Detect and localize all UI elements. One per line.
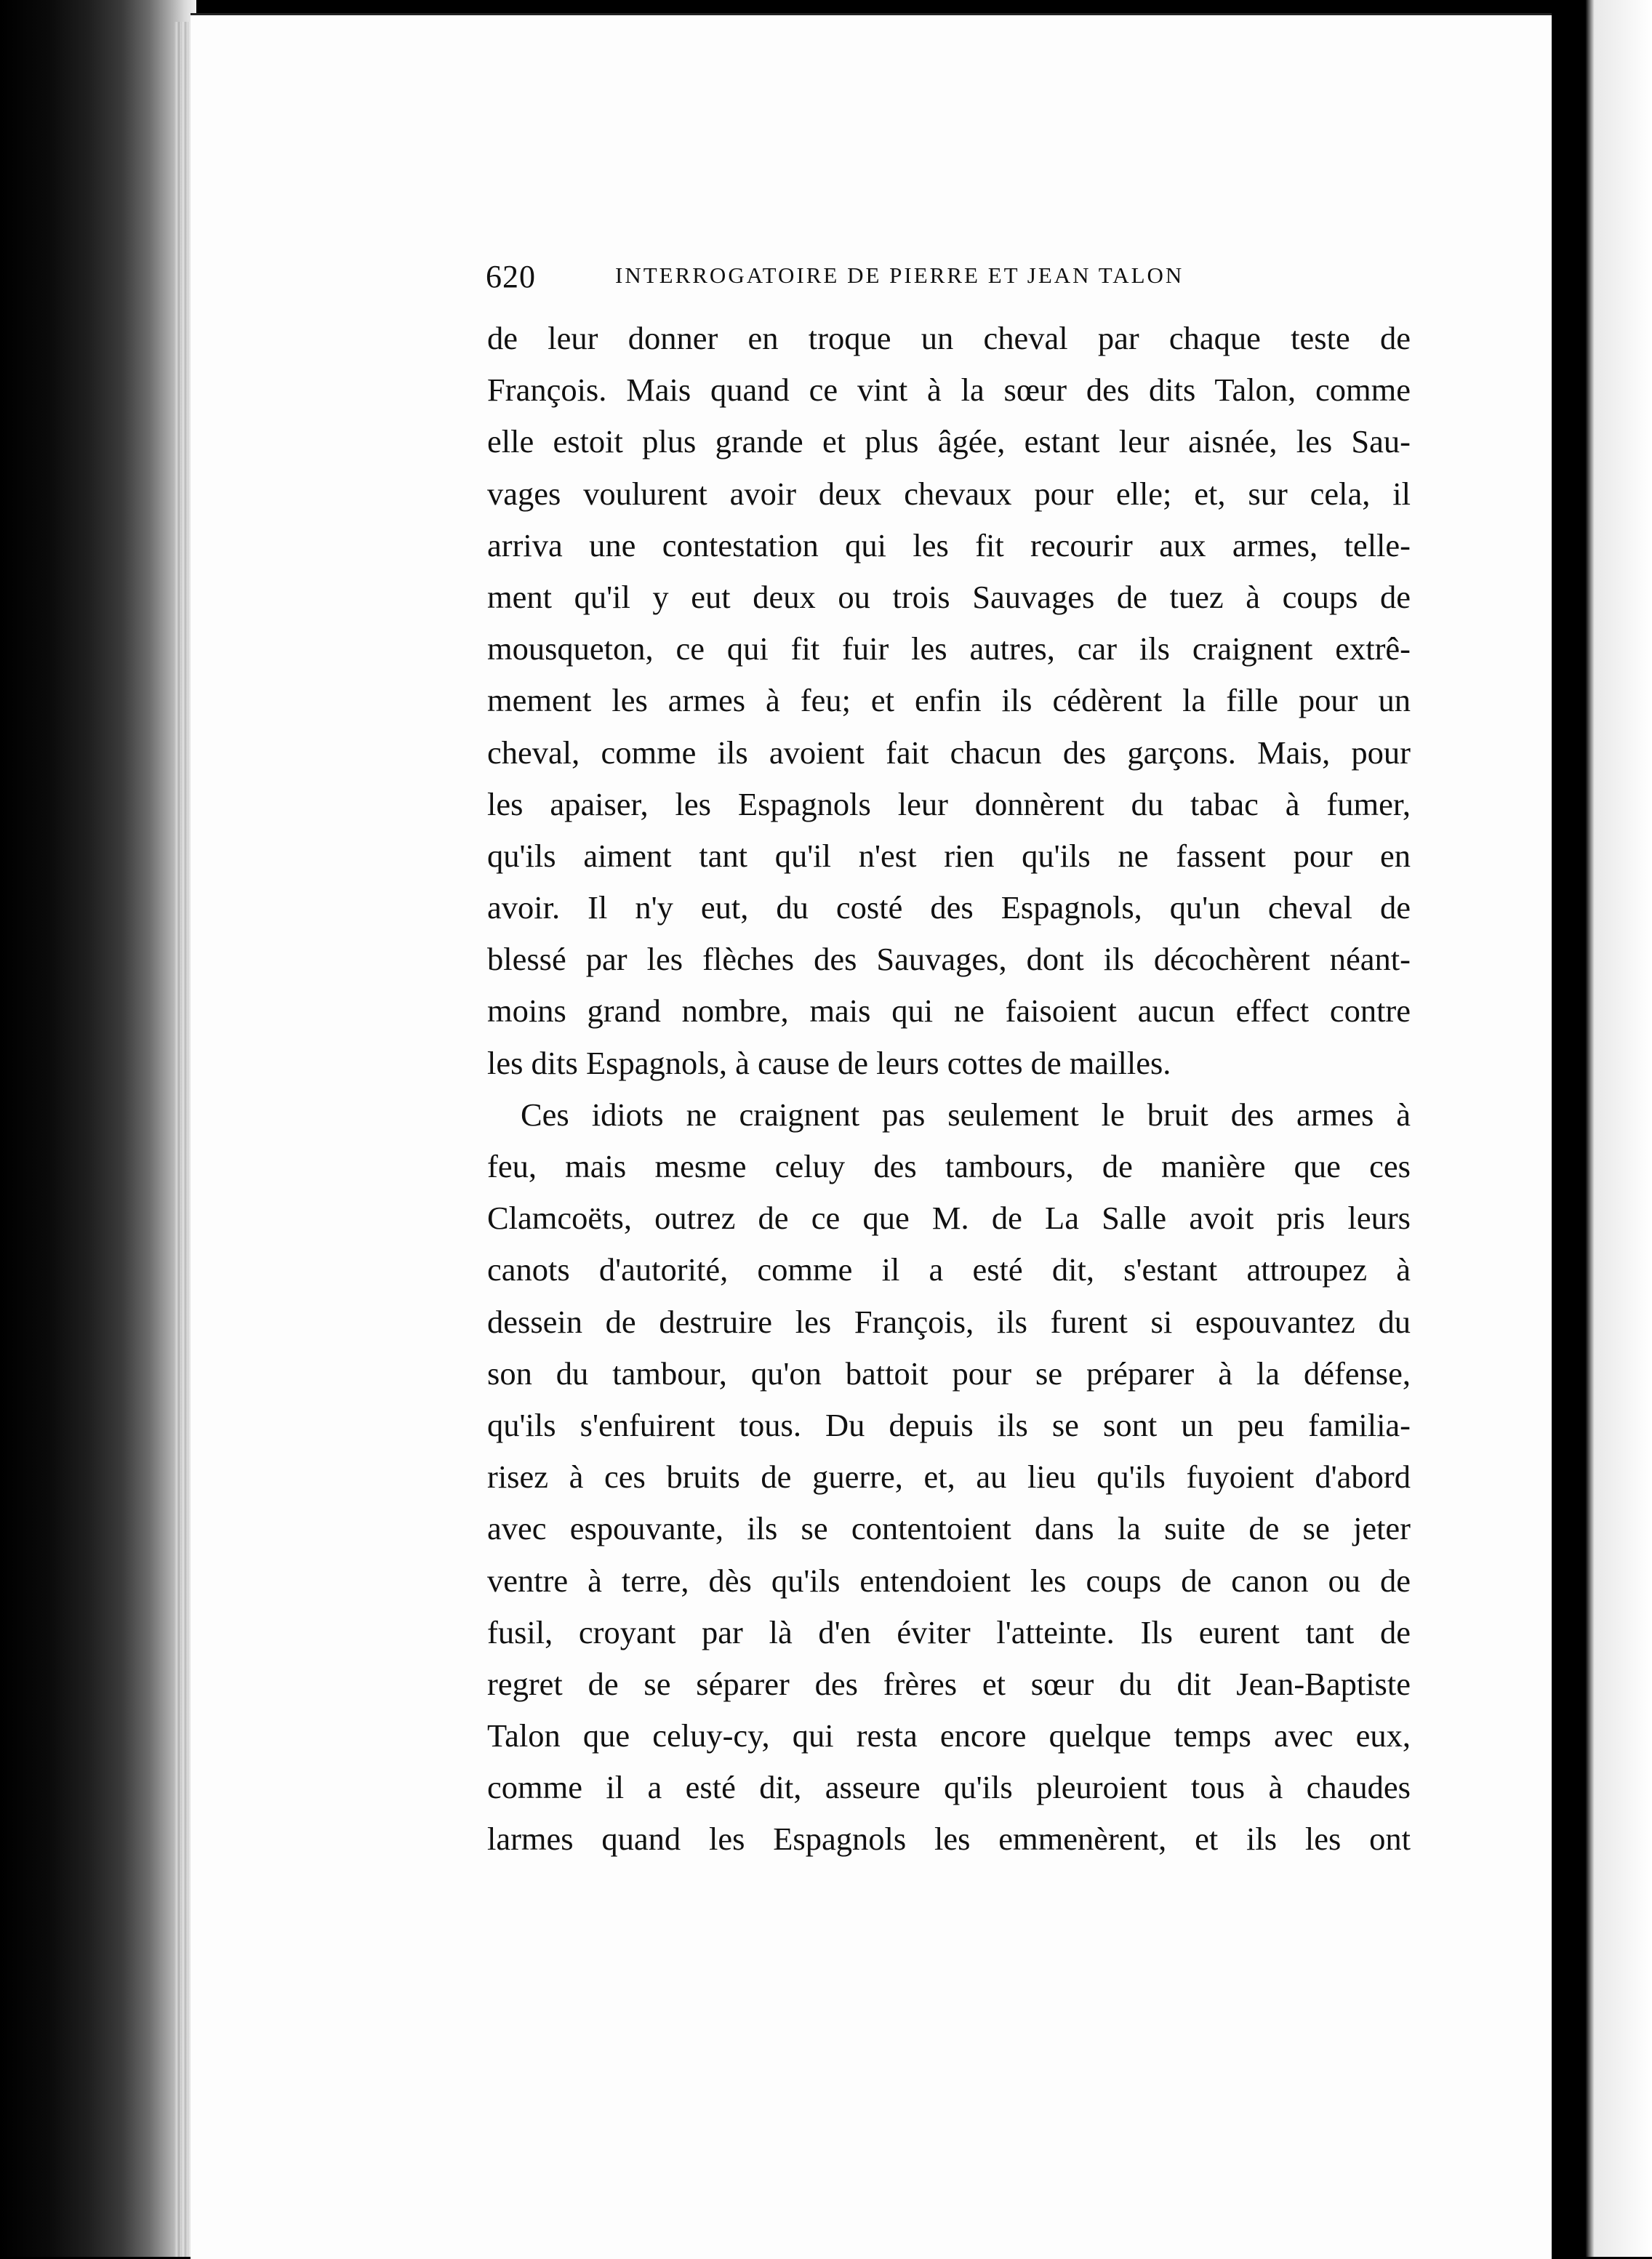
text-line: avoir. Il n'y eut, du costé des Espagnols, qu'un cheval de (487, 889, 1411, 926)
text-line: François. Mais quand ce vint à la sœur des dits Talon, comme (487, 372, 1411, 409)
running-header (486, 258, 1409, 302)
text-line: canots d'autorité, comme il a esté dit, s'estant attroupez à (487, 1251, 1411, 1288)
text-line: Talon que celuy-cy, qui resta encore quelque temps avec eux, (487, 1717, 1411, 1754)
text-line: feu, mais mesme celuy des tambours, de manière que ces (487, 1148, 1411, 1184)
text-line: les dits Espagnols, à cause de leurs cottes de mailles. (487, 1044, 1171, 1081)
text-line: risez à ces bruits de guerre, et, au lieu qu'ils fuyoient d'abord (487, 1458, 1411, 1496)
text-line: mousqueton, ce qui fit fuir les autres, car ils craignent extrê- (487, 630, 1411, 667)
text-line: son du tambour, qu'on battoit pour se préparer à la défense, (487, 1355, 1411, 1392)
text-line: larmes quand les Espagnols les emmenèrent, et ils les ont (487, 1821, 1411, 1858)
paragraph (487, 313, 1411, 1089)
text-line: ventre à terre, dès qu'ils entendoient les coups de canon ou de (487, 1562, 1411, 1599)
text-line: qu'ils aiment tant qu'il n'est rien qu'ils ne fassent pour en (487, 837, 1411, 874)
text-line: Clamcoëts, outrez de ce que M. de La Salle avoit pris leurs (487, 1200, 1411, 1237)
book-spine-shadow (0, 0, 196, 2257)
text-line: fusil, croyant par là d'en éviter l'atteinte. Ils eurent tant de (487, 1613, 1411, 1650)
text-line: mement les armes à feu; et enfin ils cédèrent la fille pour un (487, 682, 1411, 719)
body-text (487, 313, 1411, 1866)
text-line: arriva une contestation qui les fit recourir aux armes, telle- (487, 526, 1411, 563)
text-line: avec espouvante, ils se contentoient dans la suite de se jeter (487, 1510, 1411, 1547)
text-line: les apaiser, les Espagnols leur donnèrent du tabac à fumer, (487, 785, 1411, 822)
text-line: regret de se séparer des frères et sœur du dit Jean-Baptiste (487, 1665, 1411, 1702)
text-line: blessé par les flèches des Sauvages, dont ils décochèrent néant- (487, 941, 1411, 978)
paragraph (487, 1089, 1411, 1866)
text-line: dessein de destruire les François, ils furent si espouvantez du (487, 1303, 1411, 1340)
text-line: comme il a esté dit, asseure qu'ils pleuroient tous à chaudes (487, 1769, 1411, 1806)
text-line: moins grand nombre, mais qui ne faisoient aucun effect contre (487, 992, 1411, 1030)
text-line: cheval, comme ils avoient fait chacun des garçons. Mais, pour (487, 734, 1411, 771)
text-line: ment qu'il y eut deux ou trois Sauvages de tuez à coups de (487, 578, 1411, 615)
text-line: vages voulurent avoir deux chevaux pour elle; et, sur cela, il (487, 475, 1411, 512)
text-line: Ces idiots ne craignent pas seulement le bruit des armes à (521, 1096, 1411, 1133)
text-line: qu'ils s'enfuirent tous. Du depuis ils se sont un peu familia- (487, 1406, 1411, 1443)
page-number: 620 (486, 259, 536, 294)
text-line: de leur donner en troque un cheval par chaque teste de (487, 320, 1411, 356)
text-line: elle estoit plus grande et plus âgée, estant leur aisnée, les Sau- (487, 423, 1411, 460)
running-title: INTERROGATOIRE DE PIERRE ET JEAN TALON (615, 262, 1184, 288)
facing-page-edge (1563, 0, 1652, 2257)
